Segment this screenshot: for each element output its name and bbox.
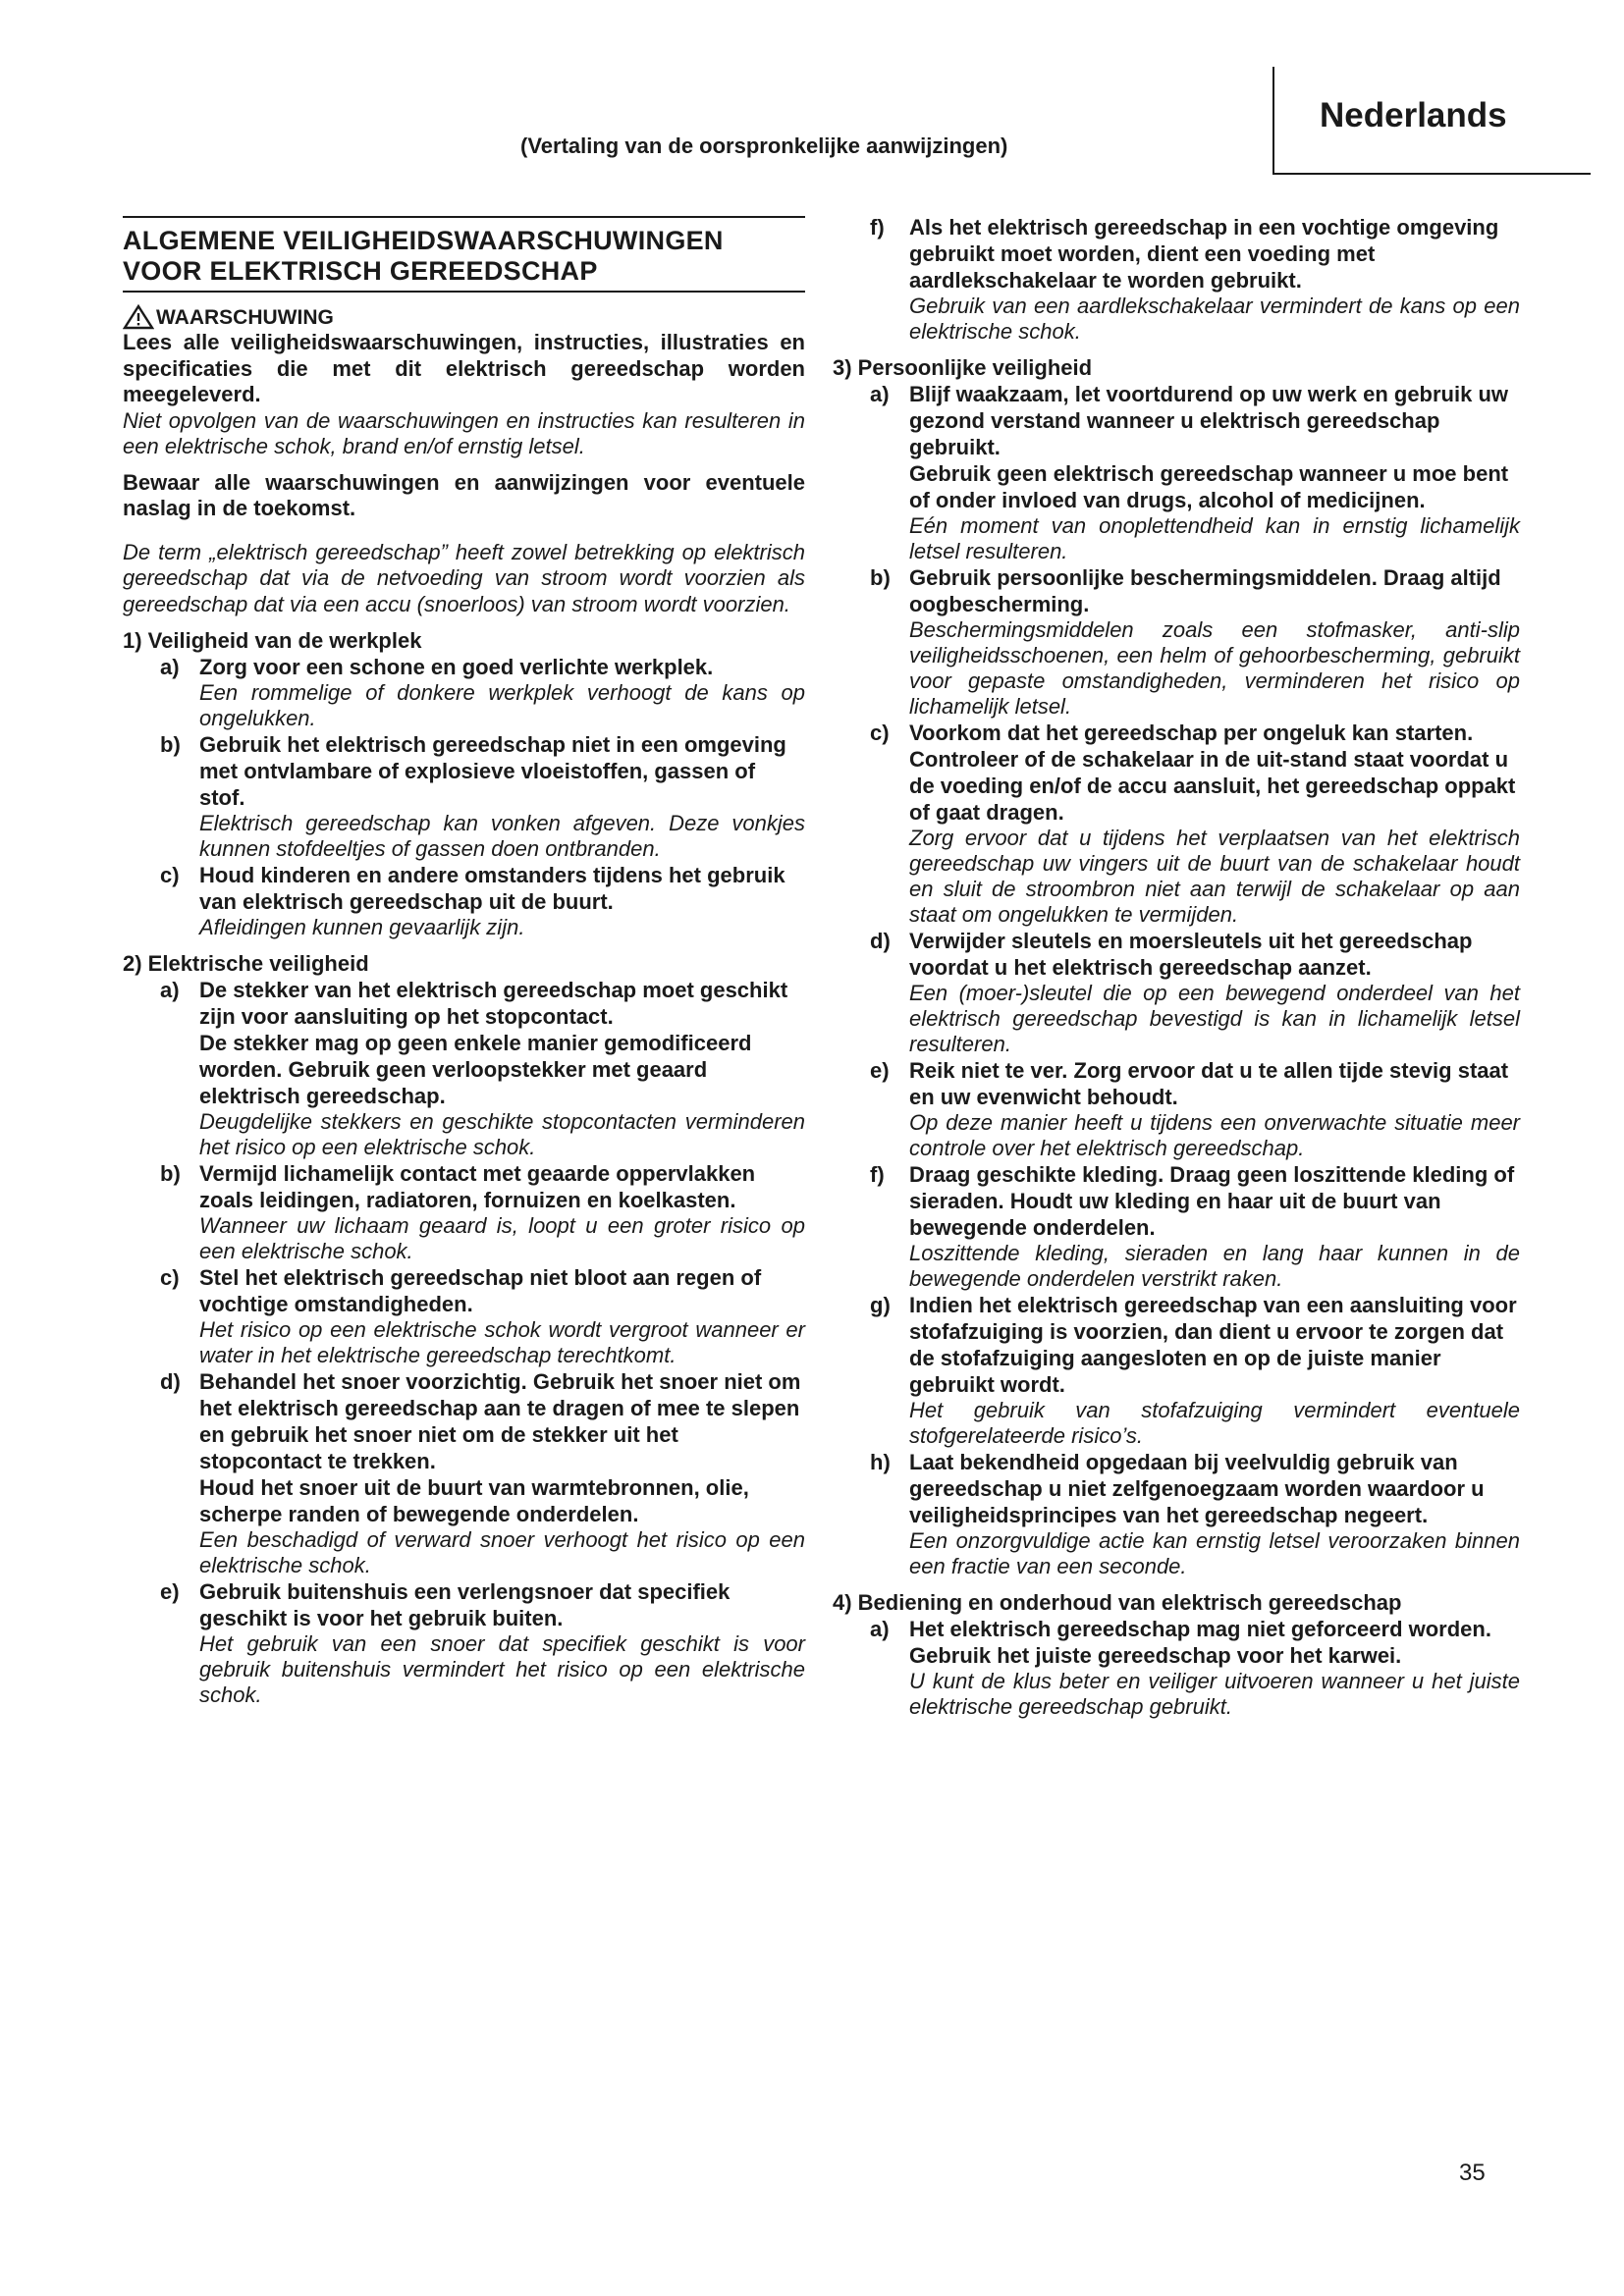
item-2b-note: Wanneer uw lichaam geaard is, loopt u een groter risico op een elektrische schok. [199, 1213, 805, 1263]
item-3a: a) Blijf waakzaam, let voortdurend op uw werk en gebruik uw gezond verstand wanneer u elektrisch gereedschap gebruikt. Gebruik geen elektrisch gereedschap wanneer u moe bent of onder invloed van drugs, alcohol of medicijnen. Eén moment van onoplettendheid kan in ernstig lichamelijk letsel resulteren. [870, 382, 1520, 563]
item-2e-text: Gebruik buitenshuis een verlengsnoer dat specifiek geschikt is voor het gebruik buiten. [199, 1579, 731, 1630]
item-2a-text: De stekker van het elektrisch gereedschap moet geschikt zijn voor aansluiting op het stopcontact. [199, 978, 788, 1029]
item-3e-text: Reik niet te ver. Zorg ervoor dat u te allen tijde stevig staat en uw evenwicht behoudt. [909, 1058, 1509, 1109]
item-3f: f) Draag geschikte kleding. Draag geen loszittende kleding of sieraden. Houdt uw kleding en haar uit de buurt van bewegende onderdelen. Loszittende kleding, sieraden en lang haar kunnen in de bewegende onderdelen verstrikt raken. [870, 1162, 1520, 1291]
item-3c-text: Voorkom dat het gereedschap per ongeluk kan starten. Controleer of de schakelaar in de uit-stand staat voordat u de voeding en/of de accu aansluit, het gereedschap oppakt of gaat dragen. [909, 721, 1516, 825]
item-3b-text: Gebruik persoonlijke beschermingsmiddelen. Draag altijd oogbescherming. [909, 565, 1501, 616]
item-3a-text: Blijf waakzaam, let voortdurend op uw werk en gebruik uw gezond verstand wanneer u elektrisch gereedschap gebruikt. [909, 382, 1509, 459]
item-1c: c) Houd kinderen en andere omstanders tijdens het gebruik van elektrisch gereedschap uit de buurt. Afleidingen kunnen gevaarlijk zijn. [160, 862, 805, 940]
item-3c-note: Zorg ervoor dat u tijdens het verplaatsen van het elektrisch gereedschap uw vingers uit de buurt van de schakelaar houdt en sluit de stroombron niet aan terwijl de schakelaar op aan staat om ongelukken te vermijden. [909, 826, 1520, 927]
item-2f-note: Gebruik van een aardlekschakelaar vermindert de kans op een elektrische schok. [909, 294, 1520, 344]
item-1c-note: Afleidingen kunnen gevaarlijk zijn. [199, 915, 525, 939]
item-3f-note: Loszittende kleding, sieraden en lang haar kunnen in de bewegende onderdelen verstrikt raken. [909, 1241, 1520, 1291]
warning-text: Lees alle veiligheidswaarschuwingen, instructies, illustraties en specificaties die met dit elektrisch gereedschap worden meegeleverd. [123, 330, 805, 406]
item-2a-note: Deugdelijke stekkers en geschikte stopcontacten verminderen het risico op een elektrische schok. [199, 1109, 805, 1159]
section-3-title: 3) Persoonlijke veiligheid [833, 355, 1093, 380]
item-3h-note: Een onzorgvuldige actie kan ernstig letsel veroorzaken binnen een fractie van een seconde. [909, 1528, 1520, 1578]
left-column [123, 216, 805, 1708]
item-4a-text: Het elektrisch gereedschap mag niet geforceerd worden. Gebruik het juiste gereedschap voor het karwei. [909, 1617, 1491, 1668]
item-2c: c) Stel het elektrisch gereedschap niet bloot aan regen of vochtige omstandigheden. Het risico op een elektrische schok wordt vergroot wanneer er water in het elektrische gereedschap terechtkomt. [160, 1265, 805, 1367]
item-2a: a) De stekker van het elektrisch gereedschap moet geschikt zijn voor aansluiting op het stopcontact. De stekker mag op geen enkele manier gemodificeerd worden. Gebruik geen verloopstekker met geaard elektrisch gereedschap. Deugdelijke stekkers en geschikte stopcontacten verminderen het risico op een elektrische schok. [160, 978, 805, 1159]
language-label: Nederlands [1320, 96, 1507, 134]
item-2e: e) Gebruik buitenshuis een verlengsnoer dat specifiek geschikt is voor het gebruik buiten. Het gebruik van een snoer dat specifiek geschikt is voor gebruik buitenshuis vermindert het risico op een elektrische schok. [160, 1579, 805, 1707]
page-number: 35 [1459, 2160, 1486, 2186]
item-3d-note: Een (moer-)sleutel die op een bewegend onderdeel van het elektrisch gereedschap bevestigd is kan in lichamelijk letsel resulteren. [909, 981, 1520, 1056]
item-1b-note: Elektrisch gereedschap kan vonken afgeven. Deze vonkjes kunnen stofdeeltjes of gassen doen ontbranden. [199, 811, 805, 861]
item-1b-text: Gebruik het elektrisch gereedschap niet in een omgeving met ontvlambare of explosieve vloeistoffen, gassen of stof. [199, 732, 786, 810]
item-2e-note: Het gebruik van een snoer dat specifiek geschikt is voor gebruik buitenshuis vermindert het risico op een elektrische schok. [199, 1631, 805, 1707]
item-3b-note: Beschermingsmiddelen zoals een stofmasker, anti-slip veiligheidsschoenen, een helm of gehoorbescherming, gebruikt voor gepaste omstandigheden, verminderen het risico op lichamelijk letsel. [909, 617, 1520, 719]
item-2d-note: Een beschadigd of verward snoer verhoogt het risico op een elektrische schok. [199, 1527, 805, 1577]
item-1a-text: Zorg voor een schone en goed verlichte werkplek. [199, 655, 714, 679]
section-title-line1: ALGEMENE VEILIGHEIDSWAARSCHUWINGEN [123, 226, 724, 255]
term-definition: De term „elektrisch gereedschap” heeft zowel betrekking op elektrisch gereedschap dat via de netvoeding van stroom wordt voorzien als gereedschap dat via een accu (snoerloos) van stroom wordt voorzien. [123, 539, 805, 616]
keep-instructions: Bewaar alle waarschuwingen en aanwijzingen voor eventuele naslag in de toekomst. [123, 469, 805, 520]
item-3b: b) Gebruik persoonlijke beschermingsmiddelen. Draag altijd oogbescherming. Beschermingsmiddelen zoals een stofmasker, anti-slip veiligheidsschoenen, een helm of gehoorbescherming, gebruikt voor gepaste omstandigheden, verminderen het risico op lichamelijk letsel. [870, 565, 1520, 719]
item-3g-text: Indien het elektrisch gereedschap van een aansluiting voor stofafzuiging is voorzien, dan dient u ervoor te zorgen dat de stofafzuiging aangesloten en op de juiste manier gebruikt wordt. [909, 1293, 1517, 1397]
item-3a-text-2: Gebruik geen elektrisch gereedschap wanneer u moe bent of onder invloed van drugs, alcohol of medicijnen. [909, 461, 1509, 512]
section-1-title: 1) Veiligheid van de werkplek [123, 628, 422, 653]
item-1a: a) Zorg voor een schone en goed verlichte werkplek. Een rommelige of donkere werkplek verhoogt de kans op ongelukken. [160, 655, 805, 730]
item-2c-note: Het risico op een elektrische schok wordt vergroot wanneer er water in het elektrische gereedschap terechtkomt. [199, 1317, 805, 1367]
warning-triangle-icon [123, 304, 154, 330]
item-3a-note: Eén moment van onoplettendheid kan in ernstig lichamelijk letsel resulteren. [909, 513, 1520, 563]
language-box [1272, 67, 1591, 175]
item-3e: e) Reik niet te ver. Zorg ervoor dat u te allen tijde stevig staat en uw evenwicht behoudt. Op deze manier heeft u tijdens een onverwachte situatie meer controle over het elektrisch gereedschap. [870, 1058, 1520, 1160]
item-2a-text-2: De stekker mag op geen enkele manier gemodificeerd worden. Gebruik geen verloopstekker met geaard elektrisch gereedschap. [199, 1031, 752, 1108]
item-1a-note: Een rommelige of donkere werkplek verhoogt de kans op ongelukken. [199, 680, 805, 730]
item-3h-text: Laat bekendheid opgedaan bij veelvuldig gebruik van gereedschap u niet zelfgenoegzaam worden waardoor u veiligheidsprincipes van het gereedschap negeert. [909, 1450, 1485, 1527]
item-1c-text: Houd kinderen en andere omstanders tijdens het gebruik van elektrisch gereedschap uit de buurt. [199, 863, 785, 914]
item-3d: d) Verwijder sleutels en moersleutels uit het gereedschap voordat u het elektrisch gereedschap aanzet. Een (moer-)sleutel die op een bewegend onderdeel van het elektrisch gereedschap bevestigd is kan in lichamelijk letsel resulteren. [870, 929, 1520, 1056]
item-2d-text: Behandel het snoer voorzichtig. Gebruik het snoer niet om het elektrisch gereedschap aan te dragen of mee te slepen en gebruik het snoer niet om de stekker uit het stopcontact te trekken. [199, 1369, 801, 1473]
section-2-title: 2) Elektrische veiligheid [123, 951, 369, 976]
item-3g: g) Indien het elektrisch gereedschap van een aansluiting voor stofafzuiging is voorzien, dan dient u ervoor te zorgen dat de stofafzuiging aangesloten en op de juiste manier gebruikt wordt. Het gebruik van stofafzuiging vermindert eventuele stofgerelateerde risico’s. [870, 1293, 1520, 1448]
item-2d: d) Behandel het snoer voorzichtig. Gebruik het snoer niet om het elektrisch gereedschap aan te dragen of mee te slepen en gebruik het snoer niet om de stekker uit het stopcontact te trekken. Houd het snoer uit de buurt van warmtebronnen, olie, scherpe randen of bewegende onderdelen. Een beschadigd of verward snoer verhoogt het risico op een elektrische schok. [160, 1369, 805, 1577]
section-4-title: 4) Bediening en onderhoud van elektrisch gereedschap [833, 1590, 1402, 1615]
item-2d-text-2: Houd het snoer uit de buurt van warmtebronnen, olie, scherpe randen of bewegende onderdelen. [199, 1475, 749, 1526]
section-title [123, 216, 805, 293]
item-2f-text: Als het elektrisch gereedschap in een vochtige omgeving gebruikt moet worden, dient een voeding met aardlekschakelaar te worden gebruikt. [909, 215, 1499, 293]
item-3e-note: Op deze manier heeft u tijdens een onverwachte situatie meer controle over het elektrisch gereedschap. [909, 1110, 1520, 1160]
item-4a: a) Het elektrisch gereedschap mag niet geforceerd worden. Gebruik het juiste gereedschap voor het karwei. U kunt de klus beter en veiliger uitvoeren wanneer u het juiste elektrische gereedschap gebruikt. [870, 1617, 1520, 1719]
section-title-line2: VOOR ELEKTRISCH GEREEDSCHAP [123, 256, 598, 286]
item-2b-text: Vermijd lichamelijk contact met geaarde oppervlakken zoals leidingen, radiatoren, fornuizen en koelkasten. [199, 1161, 756, 1212]
item-3g-note: Het gebruik van stofafzuiging vermindert eventuele stofgerelateerde risico’s. [909, 1398, 1520, 1448]
item-3f-text: Draag geschikte kleding. Draag geen loszittende kleding of sieraden. Houdt uw kleding en haar uit de buurt van bewegende onderdelen. [909, 1162, 1515, 1240]
item-1b: b) Gebruik het elektrisch gereedschap niet in een omgeving met ontvlambare of explosieve vloeistoffen, gassen of stof. Elektrisch gereedschap kan vonken afgeven. Deze vonkjes kunnen stofdeeltjes of gassen doen ontbranden. [160, 732, 805, 861]
right-column [833, 214, 1520, 1720]
item-2c-text: Stel het elektrisch gereedschap niet bloot aan regen of vochtige omstandigheden. [199, 1265, 762, 1316]
warning-consequence: Niet opvolgen van de waarschuwingen en instructies kan resulteren in een elektrische schok, brand en/of ernstig letsel. [123, 407, 805, 458]
item-4a-note: U kunt de klus beter en veiliger uitvoeren wanneer u het juiste elektrische gereedschap gebruikt. [909, 1669, 1520, 1719]
item-3c: c) Voorkom dat het gereedschap per ongeluk kan starten. Controleer of de schakelaar in de uit-stand staat voordat u de voeding en/of de accu aansluit, het gereedschap oppakt of gaat dragen. Zorg ervoor dat u tijdens het verplaatsen van het elektrisch gereedschap uw vingers uit de buurt van de schakelaar houdt en sluit de stroombron niet aan terwijl de schakelaar op aan staat om ongelukken te vermijden. [870, 721, 1520, 927]
warning-label: WAARSCHUWING [156, 305, 334, 329]
item-3h: h) Laat bekendheid opgedaan bij veelvuldig gebruik van gereedschap u niet zelfgenoegzaam worden waardoor u veiligheidsprincipes van het gereedschap negeert. Een onzorgvuldige actie kan ernstig letsel veroorzaken binnen een fractie van een seconde. [870, 1450, 1520, 1578]
warning-heading [123, 304, 805, 330]
item-2f: f) Als het elektrisch gereedschap in een vochtige omgeving gebruikt moet worden, dient een voeding met aardlekschakelaar te worden gebruikt. Gebruik van een aardlekschakelaar vermindert de kans op een elektrische schok. [870, 215, 1520, 344]
item-2b: b) Vermijd lichamelijk contact met geaarde oppervlakken zoals leidingen, radiatoren, fornuizen en koelkasten. Wanneer uw lichaam geaard is, loopt u een groter risico op een elektrische schok. [160, 1161, 805, 1263]
page-subtitle: (Vertaling van de oorspronkelijke aanwijzingen) [520, 133, 1008, 158]
item-3d-text: Verwijder sleutels en moersleutels uit het gereedschap voordat u het elektrisch gereedschap aanzet. [909, 929, 1473, 980]
